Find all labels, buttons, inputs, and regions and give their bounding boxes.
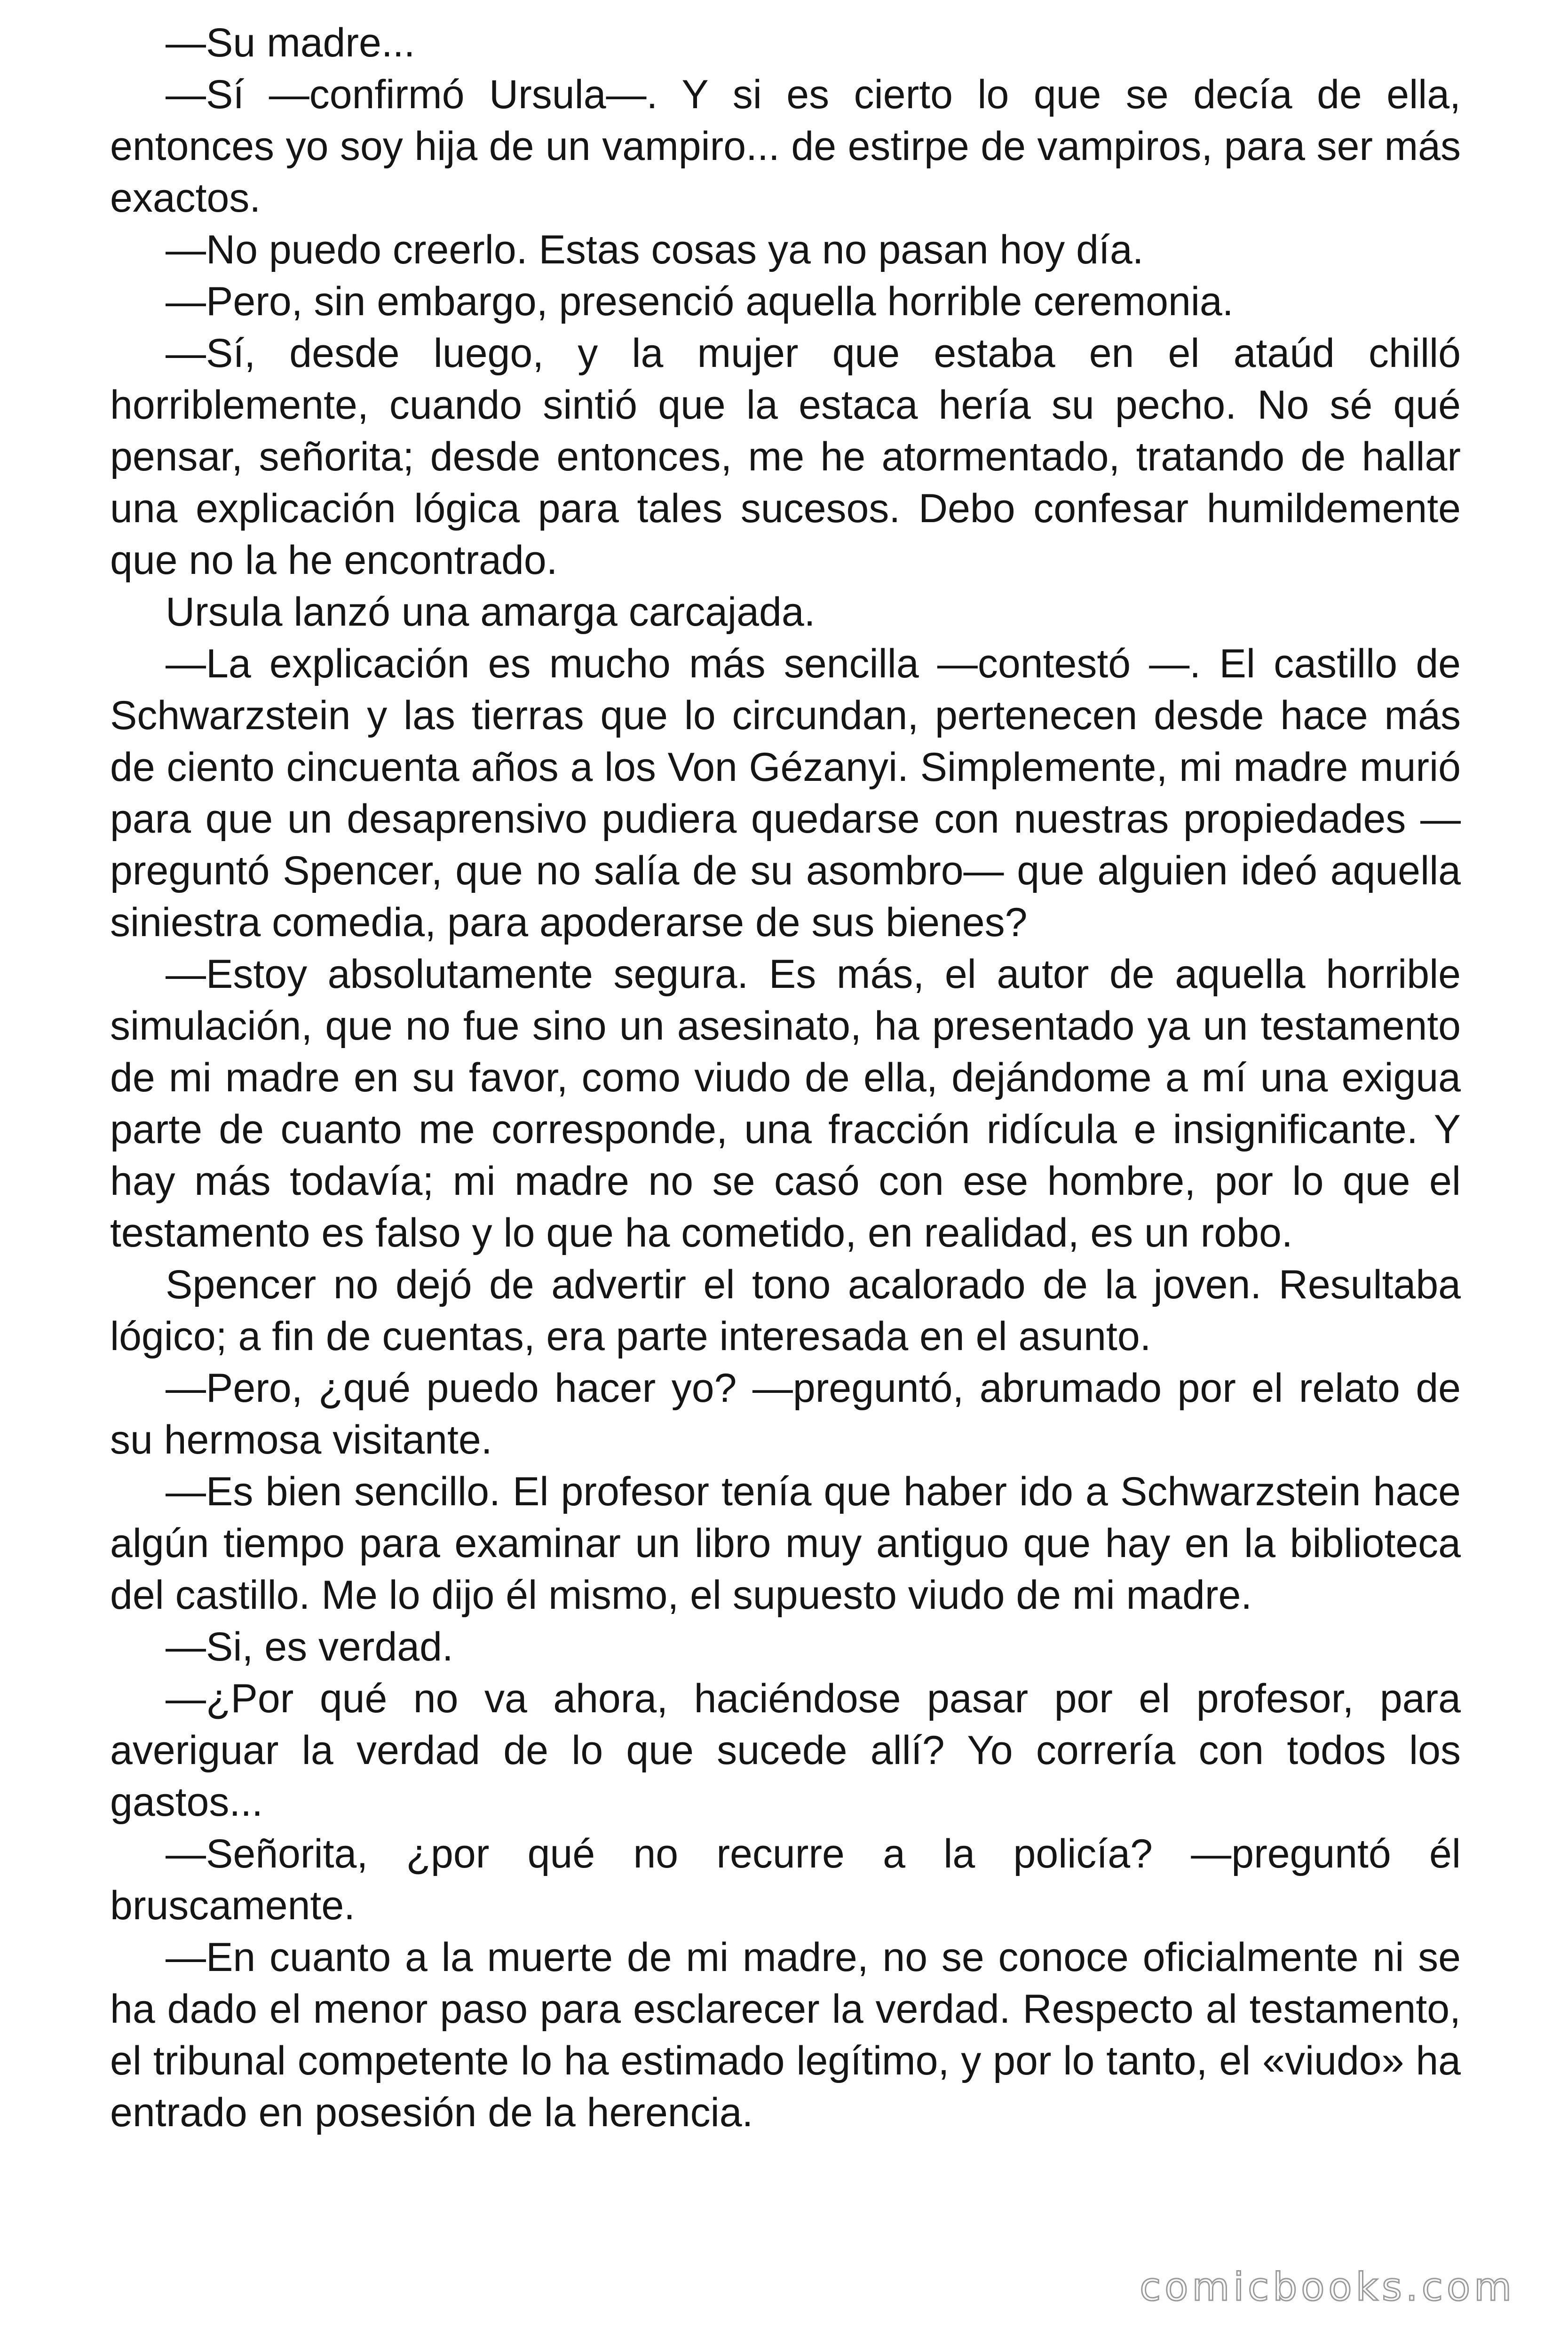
paragraph: —Si, es verdad.: [166, 1624, 453, 1669]
paragraph: —Sí —confirmó Ursula—. Y si es cierto lo que se decía de ella, entonces yo soy hija de un vampiro... de estirpe de vampiros, para ser más exactos.: [110, 72, 1461, 221]
paragraph: —Sí, desde luego, y la mujer que estaba en el ataúd chilló horriblemente, cuando sintió que la estaca hería su pecho. No sé qué pensar, señorita; desde entonces, me he atormentado, tratando de hallar una explicación lógica para tales sucesos. Debo confesar humildemente que no la he encontrado.: [110, 331, 1461, 583]
paragraph: —¿Por qué no va ahora, haciéndose pasar por el profesor, para averiguar la verdad de lo que sucede allí? Yo correría con todos los gastos...: [110, 1676, 1461, 1825]
paragraph: —Es bien sencillo. El profesor tenía que haber ido a Schwarzstein hace algún tiempo para examinar un libro muy antiguo que hay en la biblioteca del castillo. Me lo dijo él mismo, el supuesto viudo de mi madre.: [110, 1469, 1461, 1618]
paragraph: —Pero, sin embargo, presenció aquella horrible ceremonia.: [166, 279, 1234, 324]
page-text: [110, 0, 1461, 2138]
paragraph: —Señorita, ¿por qué no recurre a la policía? —preguntó él bruscamente.: [110, 1831, 1461, 1928]
paragraph: —No puedo creerlo. Estas cosas ya no pasan hoy día.: [166, 227, 1144, 272]
paragraph: Ursula lanzó una amarga carcajada.: [166, 589, 816, 635]
watermark: comicbooks.com: [1140, 2265, 1515, 2310]
paragraph: —La explicación es mucho más sencilla —contestó —. El castillo de Schwarzstein y las tierras que lo circundan, pertenecen desde hace más de ciento cincuenta años a los Von Gézanyi. Simplemente, mi madre murió para que un desaprensivo pudiera quedarse con nuestras propiedades —preguntó Spencer, que no salía de su asombro— que alguien ideó aquella siniestra comedia, para apoderarse de sus bienes?: [110, 641, 1461, 945]
paragraph: —Estoy absolutamente segura. Es más, el autor de aquella horrible simulación, que no fue sino un asesinato, ha presentado ya un testamento de mi madre en su favor, como viudo de ella, dejándome a mí una exigua parte de cuanto me corresponde, una fracción ridícula e insignificante. Y hay más todavía; mi madre no se casó con ese hombre, por lo que el testamento es falso y lo que ha cometido, en realidad, es un robo.: [110, 952, 1461, 1255]
paragraph: —Pero, ¿qué puedo hacer yo? —preguntó, abrumado por el relato de su hermosa visitante.: [110, 1366, 1461, 1462]
paragraph: Spencer no dejó de advertir el tono acalorado de la joven. Resultaba lógico; a fin de cuentas, era parte interesada en el asunto.: [110, 1262, 1461, 1359]
paragraph: —En cuanto a la muerte de mi madre, no se conoce oficialmente ni se ha dado el menor paso para esclarecer la verdad. Respecto al testamento, el tribunal competente lo ha estimado legítimo, y por lo tanto, el «viudo» ha entrado en posesión de la herencia.: [110, 1935, 1461, 2135]
paragraph: —Su madre...: [166, 20, 415, 65]
